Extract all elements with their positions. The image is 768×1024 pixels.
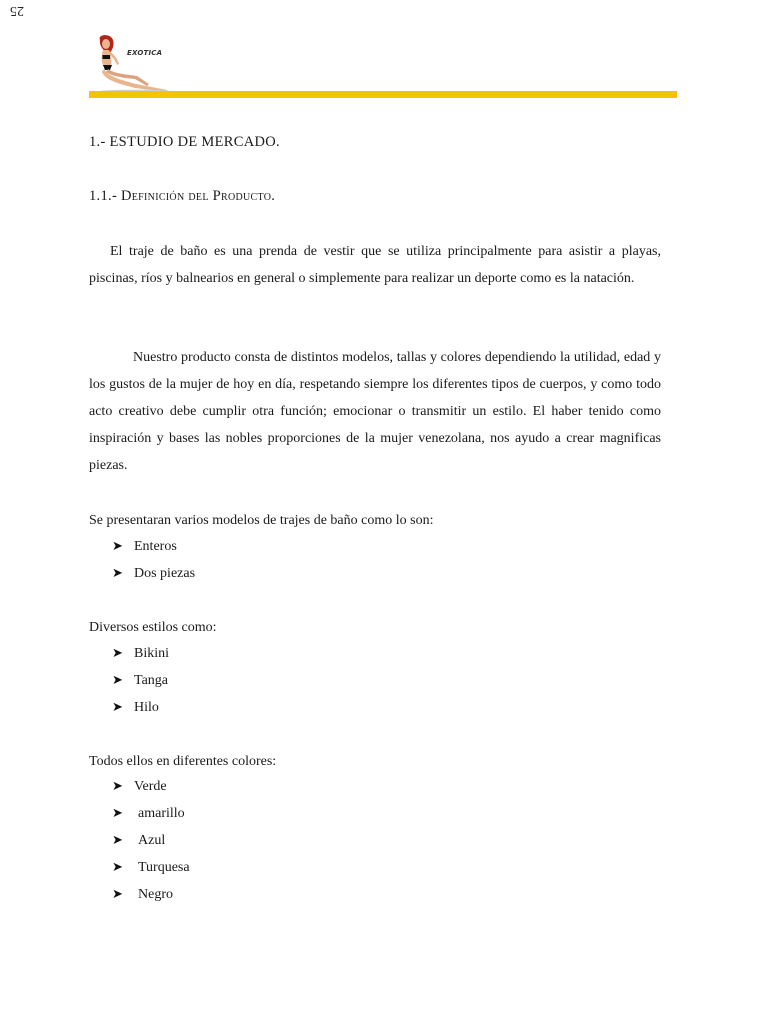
styles-list — [112, 640, 169, 721]
list-item: ➤ Turquesa — [112, 854, 190, 881]
header-rule — [89, 91, 677, 98]
models-list — [112, 533, 195, 587]
list-item: ➤ Negro — [112, 881, 190, 908]
list-item: ➤ amarillo — [112, 800, 190, 827]
arrow-bullet-icon: ➤ — [112, 860, 123, 875]
arrow-bullet-icon: ➤ — [112, 700, 123, 715]
arrow-bullet-icon: ➤ — [112, 779, 123, 794]
arrow-bullet-icon: ➤ — [112, 539, 123, 554]
list-item: ➤ Dos piezas — [112, 560, 195, 587]
model-figure-icon — [91, 34, 181, 92]
list-item: ➤ Azul — [112, 827, 190, 854]
arrow-bullet-icon: ➤ — [112, 833, 123, 848]
page-number: 25 — [10, 3, 24, 18]
list-item: ➤ Verde — [112, 773, 190, 800]
list-item: ➤ Hilo — [112, 694, 169, 721]
colors-intro: Todos ellos en diferentes colores: — [89, 754, 277, 769]
models-intro: Se presentaran varios modelos de trajes de baño como lo son: — [89, 513, 434, 528]
paragraph-definition: El traje de baño es una prenda de vestir que se utiliza principalmente para asistir a playas, piscinas, ríos y balnearios en general o simplemente para realizar un deporte como es la natación. — [89, 244, 661, 286]
subsection-heading: 1.1.- Definición del Producto. — [89, 188, 276, 204]
paragraph-product: Nuestro producto consta de distintos modelos, tallas y colores dependiendo la utilidad, edad y los gustos de la mujer de hoy en día, respetando siempre los diferentes tipos de cuerpos, y como todo acto creativo debe cumplir otra función; emocionar o transmitir un estilo. El haber tenido como inspiración y bases las nobles proporciones de la mujer venezolana, nos ayudo a crear magnificas piezas. — [89, 350, 661, 473]
exotica-logo — [91, 34, 181, 92]
list-item: ➤ Tanga — [112, 667, 169, 694]
document-header — [89, 34, 677, 100]
logo-text: EXOTICA — [127, 49, 163, 57]
arrow-bullet-icon: ➤ — [112, 673, 123, 688]
styles-intro: Diversos estilos como: — [89, 620, 217, 635]
arrow-bullet-icon: ➤ — [112, 887, 123, 902]
arrow-bullet-icon: ➤ — [112, 646, 123, 661]
arrow-bullet-icon: ➤ — [112, 806, 123, 821]
list-item: ➤ Enteros — [112, 533, 195, 560]
list-item: ➤ Bikini — [112, 640, 169, 667]
section-heading: 1.- ESTUDIO DE MERCADO. — [89, 134, 280, 150]
arrow-bullet-icon: ➤ — [112, 566, 123, 581]
colors-list — [112, 773, 190, 908]
